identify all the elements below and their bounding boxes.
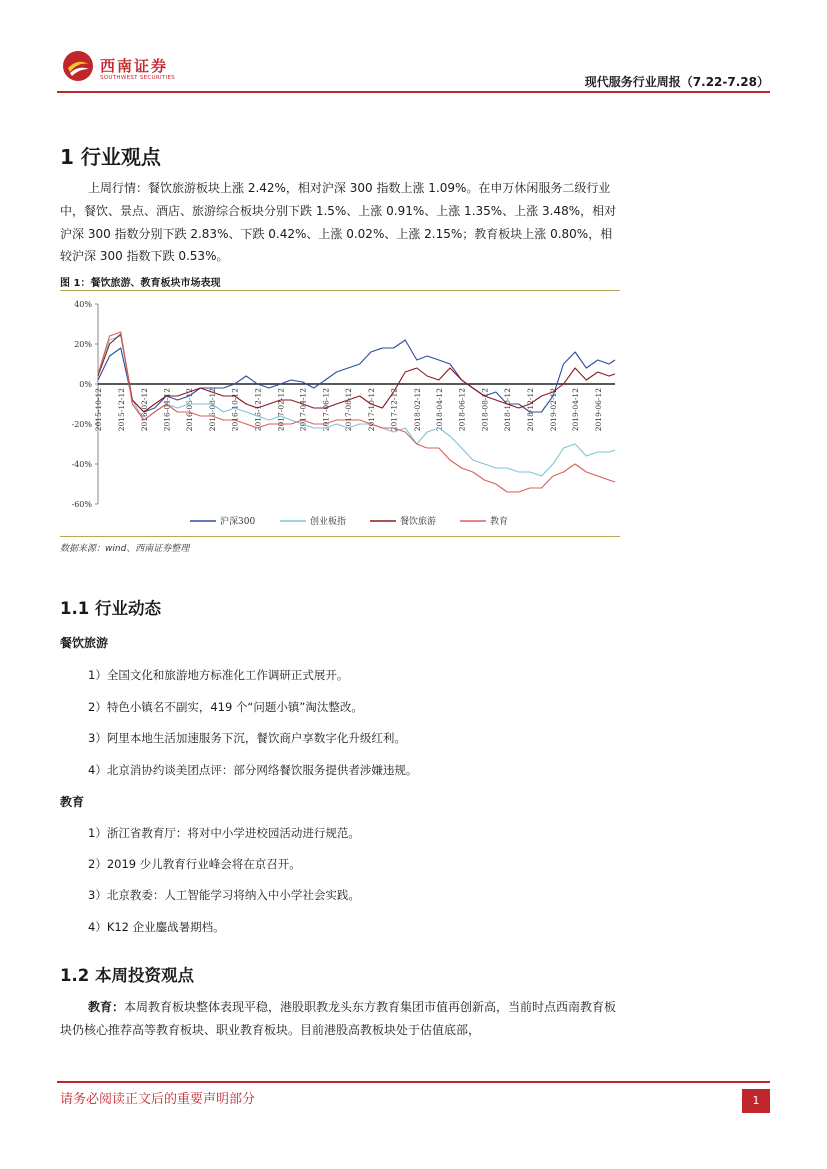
education-news-item: 1）浙江省教育厅：将对中小学进校园活动进行规范。 (88, 826, 360, 840)
logo-chinese-name: 西南证券 (100, 57, 169, 75)
series-line (98, 340, 615, 412)
company-logo (62, 49, 222, 85)
x-tick-label: 2017-06-12 (321, 388, 331, 432)
y-tick-label: 20% (74, 340, 92, 349)
tourism-news-item: 3）阿里本地生活加速服务下沉，餐饮商户享数字化升级红利。 (88, 731, 406, 745)
section-heading-industry-view: 1 行业观点 (60, 145, 161, 169)
figure-source: 数据来源：wind、西南证券整理 (60, 544, 190, 554)
education-news-item: 2）2019 少儿教育行业峰会将在京召开。 (88, 857, 301, 871)
investment-view-text: 本周教育板块整体表现平稳，港股职教龙头东方教育集团市值再创新高，当前时点西南教育板块仍核心推荐高等教育板块、职业教育板块。目前港股高教板块处于估值底部， (60, 1000, 617, 1037)
section-heading-investment-view: 1.2 本周投资观点 (60, 966, 194, 985)
x-tick-label: 2017-02-12 (276, 388, 286, 432)
x-tick-label: 2018-02-12 (412, 388, 422, 432)
category-education: 教育 (60, 795, 85, 809)
x-tick-label: 2018-06-12 (457, 388, 467, 432)
x-tick-label: 2017-10-12 (366, 388, 376, 432)
legend-label: 创业板指 (310, 517, 347, 527)
investment-view-paragraph (60, 996, 620, 1042)
section-heading-industry-news: 1.1 行业动态 (60, 599, 161, 618)
tourism-news-item: 4）北京消协约谈美团点评：部分网络餐饮服务提供者涉嫌违规。 (88, 763, 418, 777)
footer-divider (57, 1081, 770, 1083)
footer-disclaimer: 请务必阅读正文后的重要声明部分 (60, 1092, 256, 1107)
x-tick-label: 2017-12-12 (389, 388, 399, 432)
x-tick-label: 2015-12-12 (116, 388, 126, 432)
page-number: 1 (742, 1089, 770, 1113)
x-tick-label: 2019-06-12 (593, 388, 603, 432)
x-tick-label: 2018-10-12 (503, 388, 513, 432)
x-tick-label: 2016-02-12 (139, 388, 149, 432)
education-news-item: 3）北京教委：人工智能学习将纳入中小学社会实践。 (88, 888, 360, 902)
x-tick-label: 2017-04-12 (298, 388, 308, 432)
x-tick-label: 2018-08-12 (480, 388, 490, 432)
x-tick-label: 2015-10-12 (94, 388, 103, 432)
chart-legend (190, 515, 508, 527)
series-line (98, 336, 615, 476)
logo-english-name: SOUTHWEST SECURITIES (100, 75, 176, 81)
x-tick-label: 2018-04-12 (434, 388, 444, 432)
y-tick-label: -60% (71, 500, 92, 509)
figure-title: 图 1：餐饮旅游、教育板块市场表现 (60, 278, 221, 289)
legend-label: 沪深300 (220, 517, 256, 527)
tourism-news-item: 1）全国文化和旅游地方标准化工作调研正式展开。 (88, 668, 349, 682)
x-tick-label: 2018-12-12 (525, 388, 535, 432)
header-divider (57, 91, 770, 93)
x-tick-label: 2016-10-12 (230, 388, 240, 432)
market-summary-paragraph: 上周行情：餐饮旅游板块上涨 2.42%，相对沪深 300 指数上涨 1.09%。在申万休闲服务二级行业中，餐饮、景点、酒店、旅游综合板块分别下跌 1.5%、上涨 0.91%、上涨 1.35%、上涨 3.48%，相对沪深 300 指数分别下跌 2.83%、下跌 0.42%、上涨 0.02%、上涨 2.15%；教育板块上涨 0.80%，相较沪深 300 指数下跌 0.53%。 (60, 181, 617, 264)
legend-label: 教育 (490, 517, 509, 527)
market-performance-chart (60, 292, 620, 536)
figure-bottom-rule (60, 536, 620, 537)
education-news-item: 4）K12 企业鏖战暑期档。 (88, 920, 225, 934)
x-tick-label: 2017-08-12 (344, 388, 354, 432)
x-tick-label: 2019-02-12 (549, 388, 559, 432)
x-tick-label: 2016-12-12 (253, 388, 263, 432)
category-tourism: 餐饮旅游 (60, 636, 109, 650)
y-tick-label: -20% (71, 420, 92, 429)
x-tick-label: 2016-06-12 (185, 388, 195, 432)
investment-view-lead: 教育： (88, 1000, 125, 1014)
y-tick-label: 0% (79, 380, 92, 389)
series-line (98, 334, 615, 412)
y-tick-label: -40% (71, 460, 92, 469)
legend-label: 餐饮旅游 (400, 517, 437, 527)
y-tick-label: 40% (74, 300, 92, 309)
x-tick-label: 2016-04-12 (162, 388, 172, 432)
report-title: 现代服务行业周报（7.22-7.28） (584, 75, 769, 89)
x-tick-label: 2016-08-12 (207, 388, 217, 432)
figure-top-rule (60, 290, 620, 291)
logo-mark-icon (62, 50, 94, 82)
x-tick-label: 2019-04-12 (571, 388, 581, 432)
tourism-news-item: 2）特色小镇名不副实，419 个“问题小镇”淘汰整改。 (88, 700, 363, 714)
series-lines (98, 332, 615, 492)
y-tick-labels (72, 300, 93, 509)
